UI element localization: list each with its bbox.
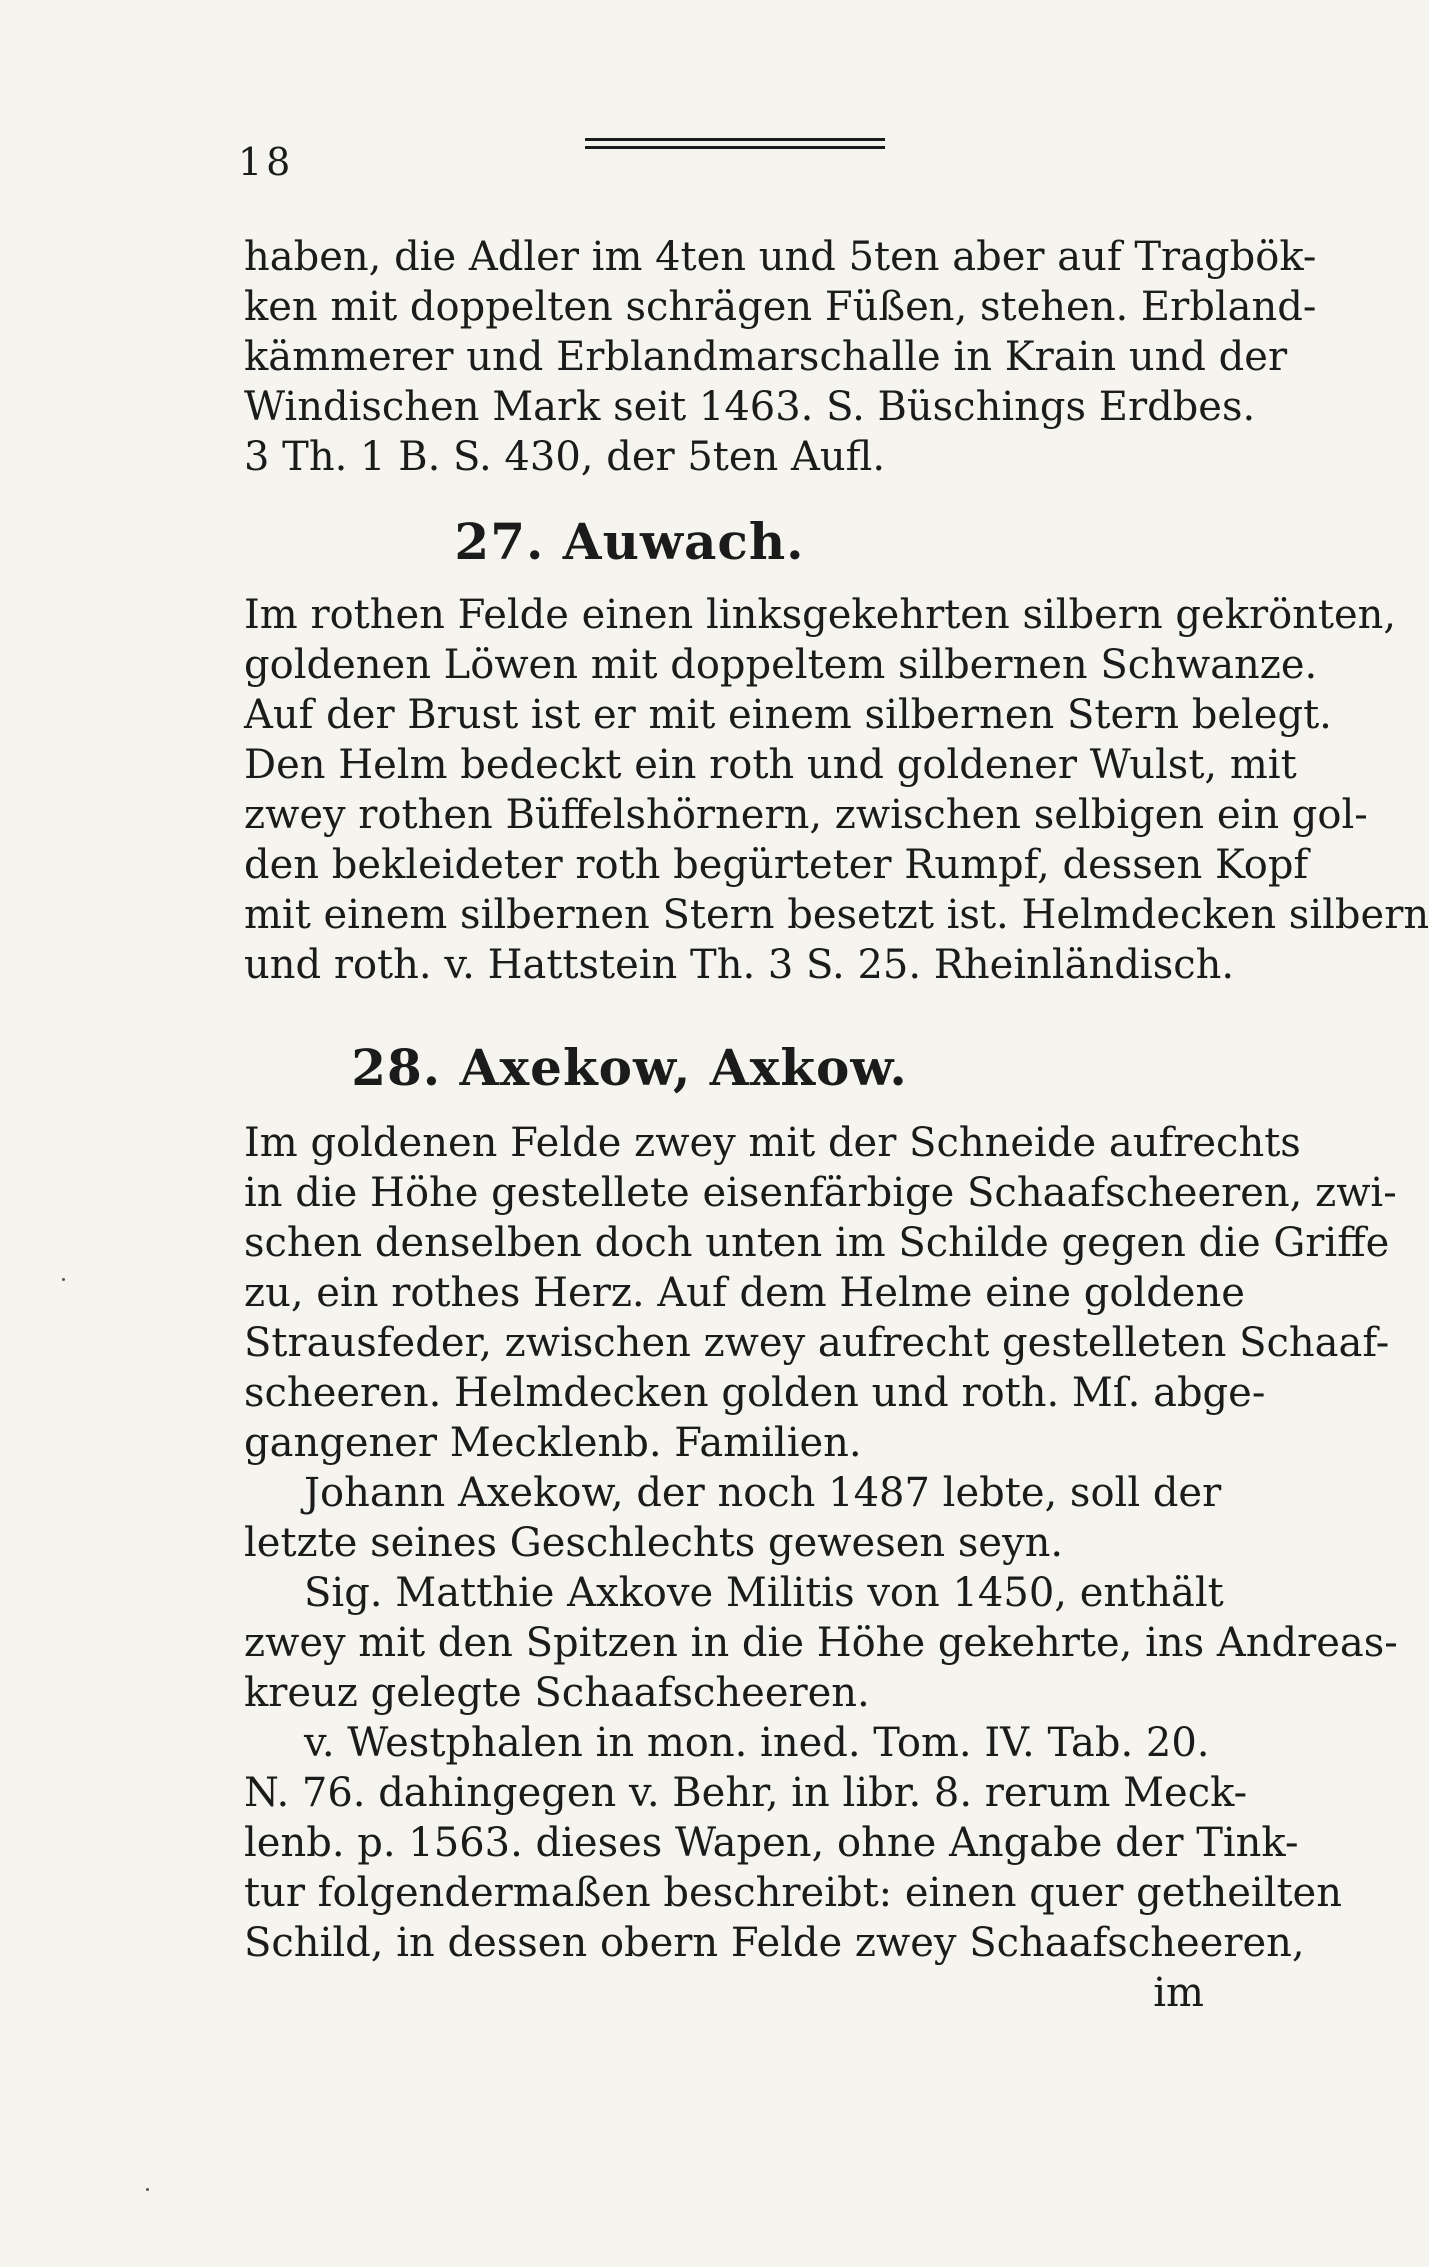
text-line: den bekleideter roth begürteter Rumpf, dessen Kopf bbox=[244, 842, 1309, 888]
intro-paragraph bbox=[244, 232, 1317, 482]
text-line: Auf der Brust ist er mit einem silbernen Stern belegt. bbox=[244, 692, 1332, 738]
text-line: v. Westphalen in mon. ined. Tom. IV. Tab. 20. bbox=[304, 1720, 1210, 1766]
text-line: ken mit doppelten schrägen Füßen, stehen. Erbland- bbox=[244, 284, 1317, 330]
text-line: tur folgendermaßen beschreibt: einen quer getheilten bbox=[244, 1870, 1342, 1916]
text-line: zwey rothen Büffelshörnern, zwischen selbigen ein gol- bbox=[244, 792, 1368, 838]
header-rule-line-bottom bbox=[585, 146, 885, 149]
text-line: goldenen Löwen mit doppeltem silbernen Schwanze. bbox=[244, 642, 1318, 688]
text-line: Windischen Mark seit 1463. S. Büschings Erdbes. bbox=[244, 384, 1256, 430]
text-line: letzte seines Geschlechts gewesen seyn. bbox=[244, 1520, 1064, 1566]
text-line: lenb. p. 1563. dieses Wapen, ohne Angabe der Tink- bbox=[244, 1820, 1299, 1866]
text-line: Im goldenen Felde zwey mit der Schneide aufrechts bbox=[244, 1120, 1301, 1166]
text-line: kämmerer und Erblandmarschalle in Krain und der bbox=[244, 334, 1288, 380]
text-line: schen denselben doch unten im Schilde gegen die Griffe bbox=[244, 1220, 1390, 1266]
header-rule-line-top bbox=[585, 138, 885, 141]
page-number: 18 bbox=[238, 140, 295, 184]
entry-heading-28: 28. Axekow, Axkow. bbox=[351, 1038, 908, 1097]
header-rule bbox=[585, 138, 885, 152]
text-line: Sig. Matthie Axkove Militis von 1450, enthält bbox=[304, 1570, 1224, 1616]
entry-28-paragraph-1 bbox=[244, 1118, 1397, 1468]
entry-28-paragraph-4 bbox=[244, 1718, 1342, 2018]
catchword: im bbox=[1153, 1970, 1204, 2016]
text-line: Den Helm bedeckt ein roth und goldener Wulst, mit bbox=[244, 742, 1297, 788]
text-line: mit einem silbernen Stern besetzt ist. Helmdecken silbern bbox=[244, 892, 1429, 938]
text-line: in die Höhe gestellete eisenfärbige Schaafscheeren, zwi- bbox=[244, 1170, 1397, 1216]
paper-speck bbox=[146, 2188, 149, 2191]
entry-28-paragraph-2 bbox=[244, 1468, 1222, 1568]
text-line: Strausfeder, zwischen zwey aufrecht gestelleten Schaaf- bbox=[244, 1320, 1390, 1366]
text-line: kreuz gelegte Schaafscheeren. bbox=[244, 1670, 870, 1716]
entry-27-paragraph bbox=[244, 590, 1429, 990]
text-line: N. 76. dahingegen v. Behr, in libr. 8. rerum Meck- bbox=[244, 1770, 1248, 1816]
text-line: gangener Mecklenb. Familien. bbox=[244, 1420, 862, 1466]
text-line: 3 Th. 1 B. S. 430, der 5ten Aufl. bbox=[244, 434, 886, 480]
text-line: Im rothen Felde einen linksgekehrten silbern gekrönten, bbox=[244, 592, 1397, 638]
text-line: und roth. v. Hattstein Th. 3 S. 25. Rheinländisch. bbox=[244, 942, 1235, 988]
entry-28-paragraph-3 bbox=[244, 1568, 1398, 1718]
entry-heading-27: 27. Auwach. bbox=[454, 512, 805, 571]
text-line: haben, die Adler im 4ten und 5ten aber auf Tragbök- bbox=[244, 234, 1317, 280]
paper-speck bbox=[62, 1278, 65, 1281]
text-line: Johann Axekow, der noch 1487 lebte, soll der bbox=[304, 1470, 1222, 1516]
text-line: zu, ein rothes Herz. Auf dem Helme eine goldene bbox=[244, 1270, 1245, 1316]
text-line: Schild, in dessen obern Felde zwey Schaafscheeren, bbox=[244, 1920, 1305, 1966]
text-line: scheeren. Helmdecken golden und roth. Mſ. abge- bbox=[244, 1370, 1266, 1416]
text-line: zwey mit den Spitzen in die Höhe gekehrte, ins Andreas- bbox=[244, 1620, 1398, 1666]
